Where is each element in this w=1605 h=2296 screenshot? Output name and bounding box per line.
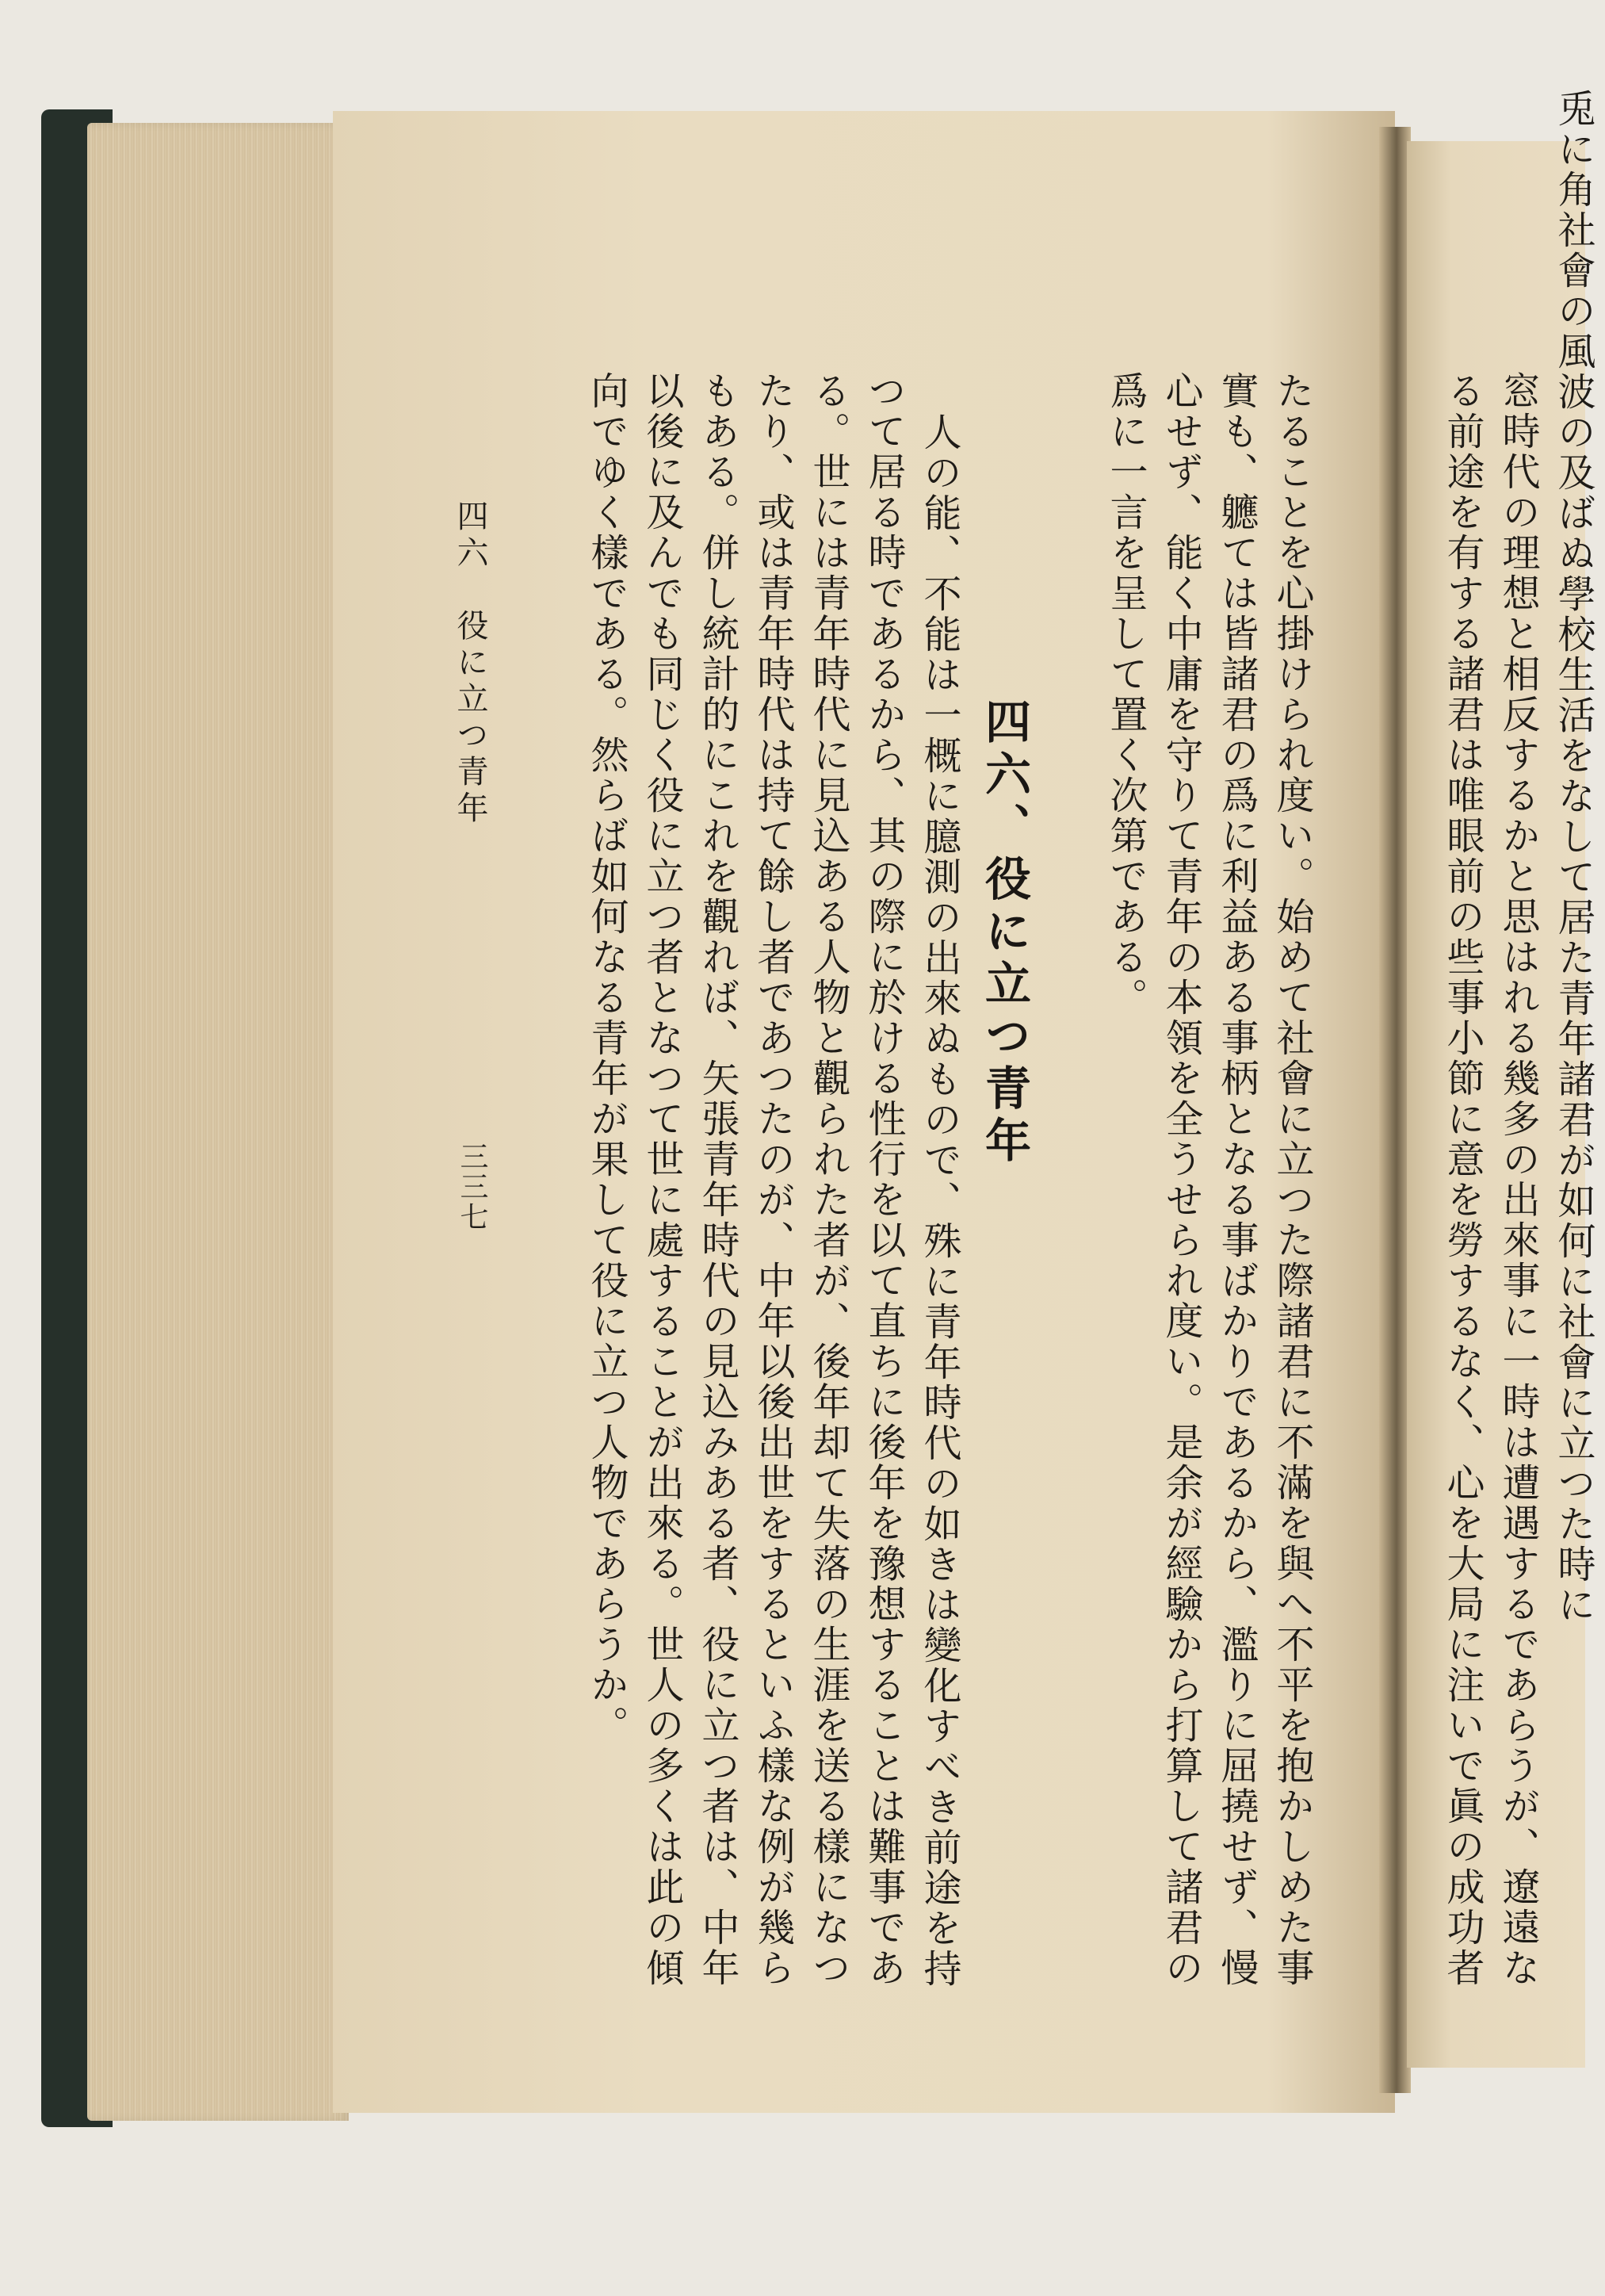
prev-section-column-3: 心せず、能く中庸を守りて青年の本領を全うせられ度い。是余が經驗から打算して諸君の: [1159, 371, 1203, 1988]
section-column-5: もある。併し統計的にこれを觀れば、矢張青年時代の見込みある者、役に立つ者は、中年: [695, 371, 739, 1988]
right-page-column-2: 窓時代の理想と相反するかと思はれる幾多の出來事に一時は遭遇するであらうが、遼遠な: [1496, 371, 1540, 1988]
book-gutter: [1379, 127, 1411, 2093]
section-column-6: 以後に及んでも同じく役に立つ者となつて世に處することが出來る。世人の多くは此の傾: [640, 371, 684, 1988]
section-column-4: たり、或は青年時代は持て餘し者であつたのが、中年以後出世をするといふ樣な例が幾ら: [751, 371, 795, 1988]
prev-section-column-2: 實も、軈ては皆諸君の爲に利益ある事柄となる事ばかりであるから、濫りに屈撓せず、慢: [1214, 371, 1259, 1988]
section-heading: 四六、役に立つ青年: [977, 698, 1031, 1169]
section-column-2: つて居る時であるから、其の際に於ける性行を以て直ちに後年を豫想することは難事であ: [862, 371, 906, 1988]
right-page-column-3: る前途を有する諸君は唯眼前の些事小節に意を勞するなく、心を大局に注いで眞の成功者: [1440, 371, 1485, 1988]
prev-section-column-1: たることを心掛けられ度い。始めて社會に立つた際諸君に不滿を與へ不平を抱かしめた事: [1270, 371, 1314, 1988]
page-edges: [87, 123, 349, 2121]
section-column-1: 人の能、不能は一概に臆測の出來ぬもので、殊に青年時代の如きは變化すべき前途を持: [917, 412, 961, 1989]
section-column-3: る。世には青年時代に見込ある人物と觀られた者が、後年却て失落の生涯を送る樣になつ: [806, 371, 850, 1988]
running-head: 四六 役に立つ青年: [452, 499, 488, 828]
section-column-7: 向でゆく樣である。然らば如何なる青年が果して役に立つ人物であらうか。: [584, 371, 629, 1746]
page-number: 三三七: [456, 1142, 488, 1232]
prev-section-column-4: 爲に一言を呈して置く次第である。: [1103, 371, 1148, 1018]
right-page-column-1: 兎に角社會の風波の及ばぬ學校生活をなして居た青年諸君が如何に社會に立つた時に: [1551, 89, 1595, 1625]
